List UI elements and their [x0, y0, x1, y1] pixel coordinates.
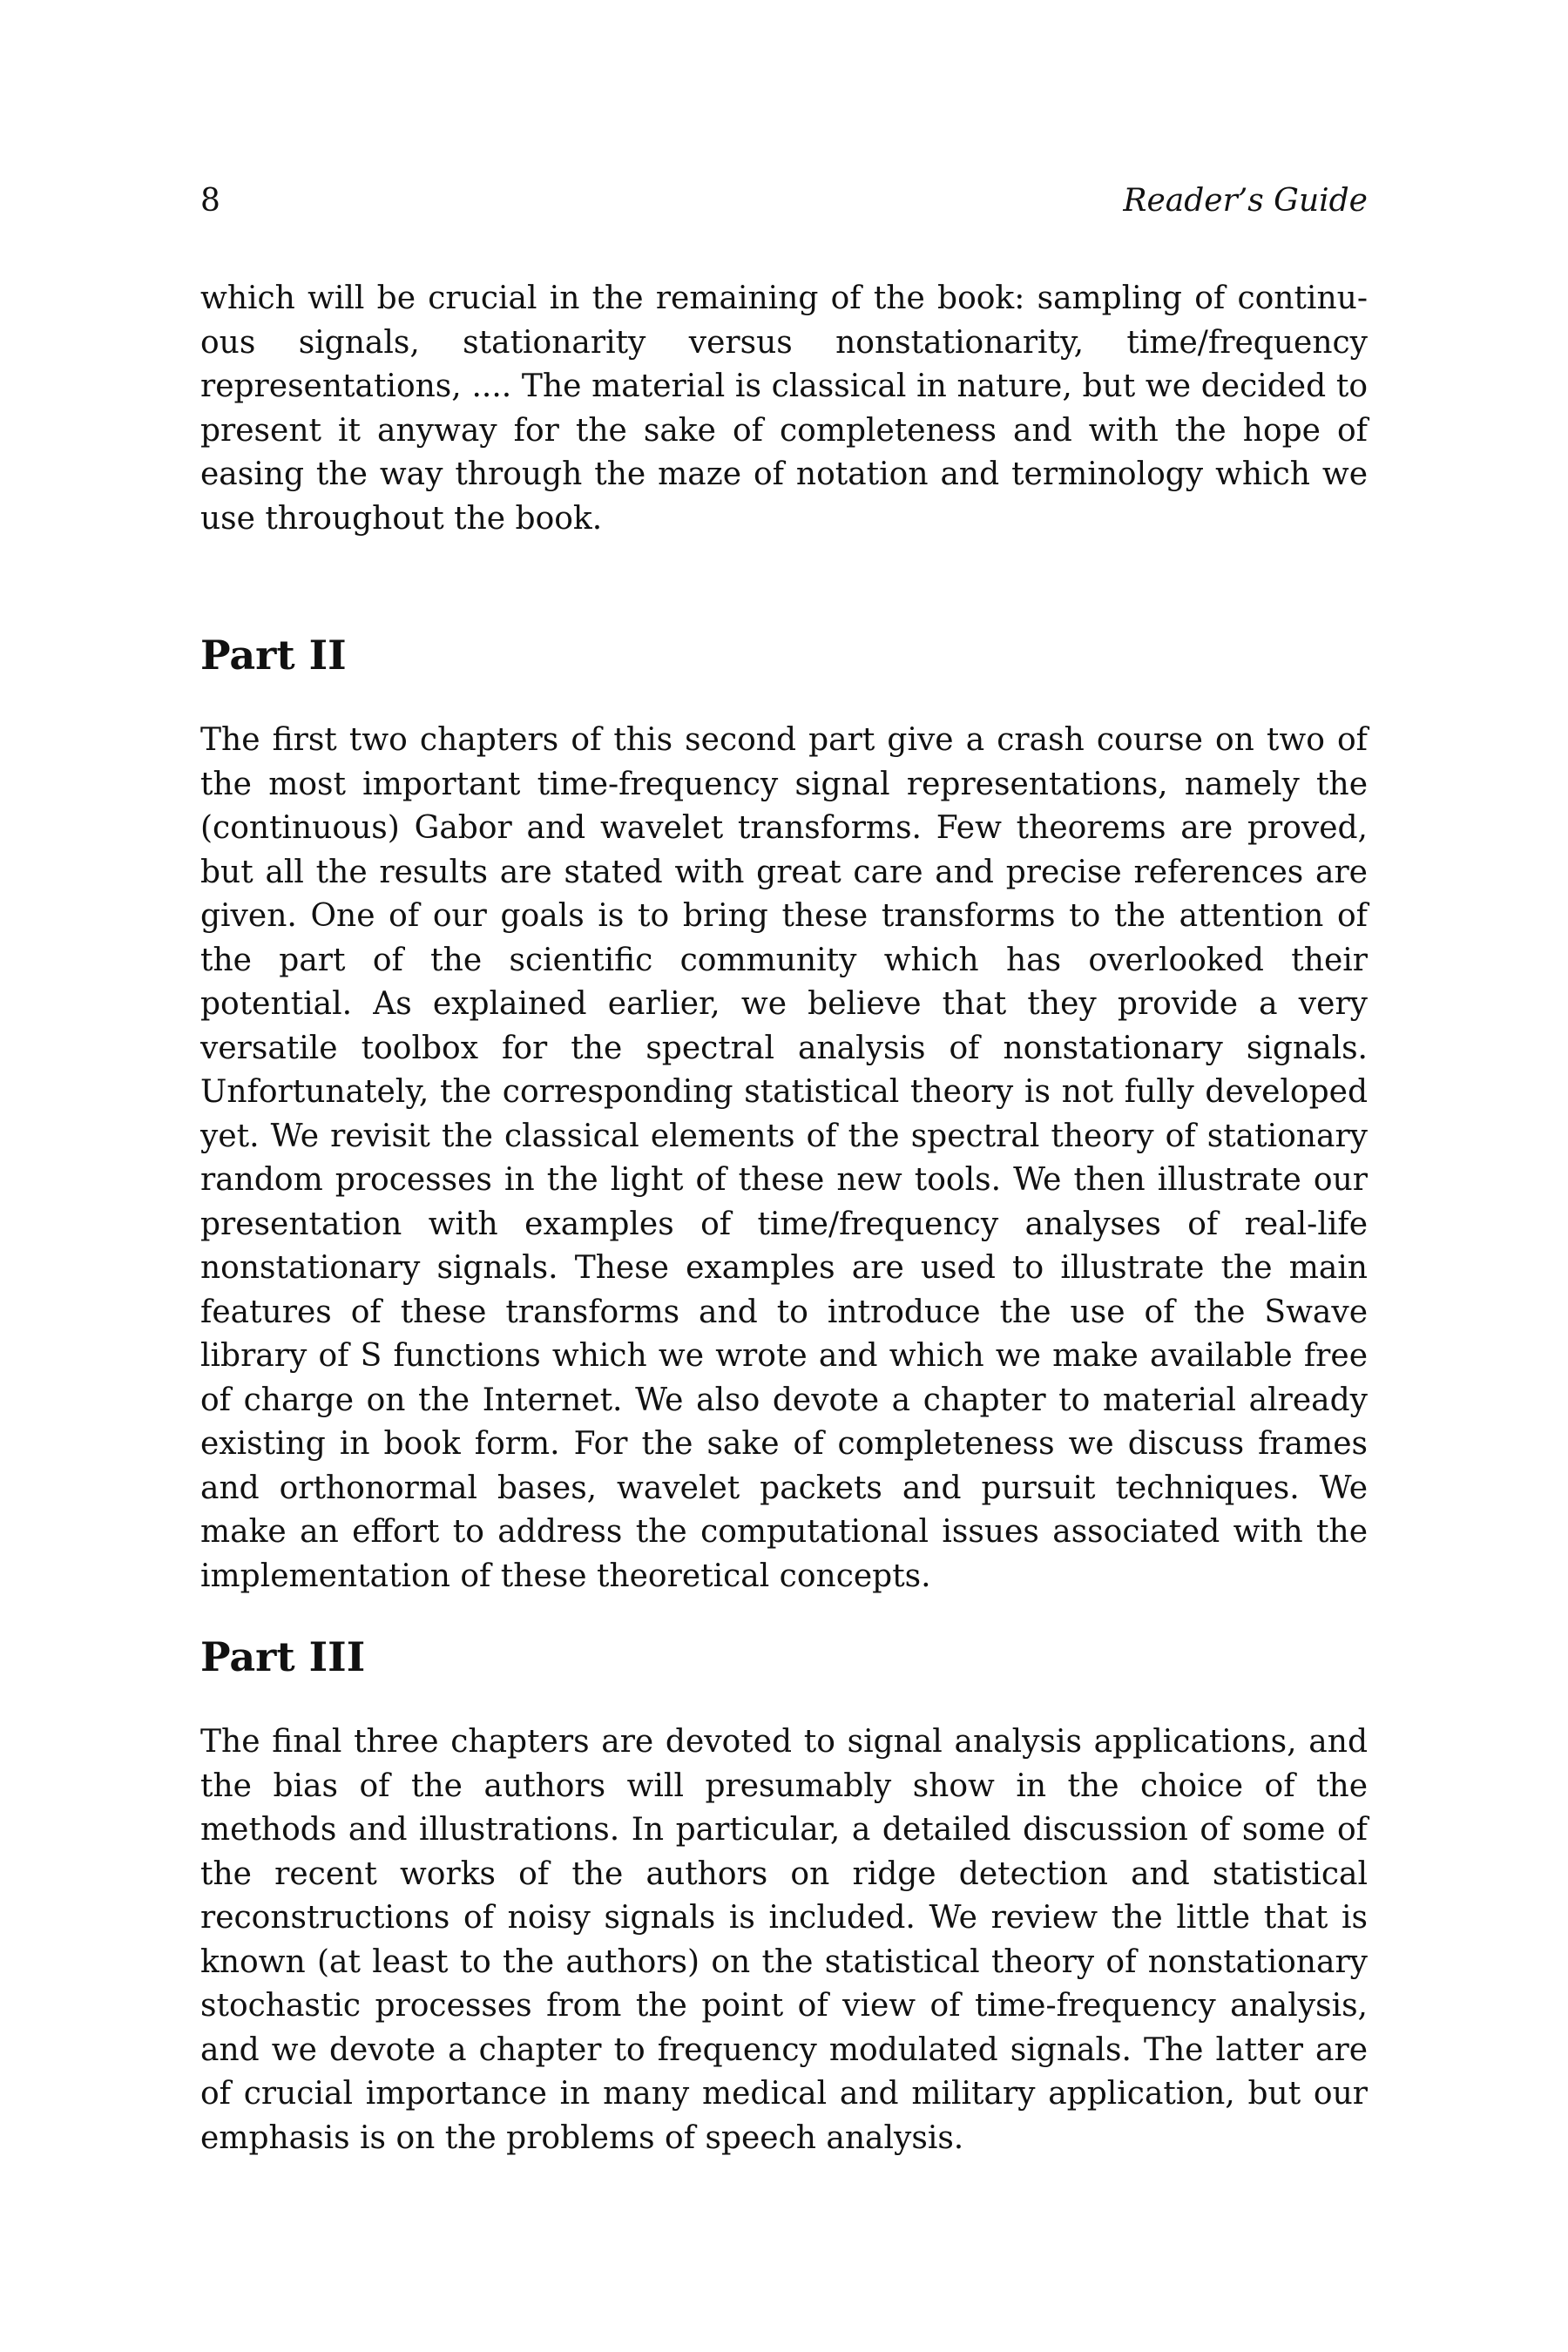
- part-ii-paragraph: The first two chapters of this second part give a crash course on two of the most important time-frequency signal representations, namely the (continuous) Gabor and wavelet transforms. Few theorems are proved, but all the results are stated with great care and precise references are given. One of our goals is to bring these transforms to the attention of the part of the scientific community which has overlooked their potential. As explained earlier, we believe that they provide a very versatile toolbox for the spectral analysis of nonstationary signals. Unfortunately, the corresponding statistical theory is not fully developed yet. We revisit the classical elements of the spectral theory of stationary random processes in the light of these new tools. We then illustrate our presentation with examples of time/frequency analyses of real-life nonstationary signals. These examples are used to illustrate the main features of these transforms and to introduce the use of the Swave library of S functions which we wrote and which we make available free of charge on the Internet. We also devote a chapter to material already existing in book form. For the sake of completeness we discuss frames and orthonormal bases, wavelet packets and pursuit techniques. We make an effort to address the computational issues associated with the implementation of these theoretical concepts.: [200, 722, 1368, 1594]
- intro-paragraph: which will be crucial in the remaining of the book: sampling of continuous signals, stationarity versus nonstationarity, time/frequency representations, .... The material is classical in nature, but we decided to present it anyway for the sake of completeness and with the hope of easing the way through the maze of notation and terminology which we use throughout the book.: [200, 280, 1368, 537]
- part-iii-heading: Part III: [200, 1633, 366, 1680]
- book-page: [200, 0, 1368, 2352]
- running-title: Reader’s Guide: [1123, 183, 1368, 219]
- part-iii-paragraph: The final three chapters are devoted to signal analysis applications, and the bias of the authors will presumably show in the choice of the methods and illustrations. In particular, a detailed discussion of some of the recent works of the authors on ridge detection and statistical reconstructions of noisy signals is included. We review the little that is known (at least to the authors) on the statistical theory of nonstationary stochastic processes from the point of view of time-frequency analysis, and we devote a chapter to frequency modulated signals. The latter are of crucial importance in many medical and military application, but our emphasis is on the problems of speech analysis.: [200, 1724, 1368, 2156]
- page-number: 8: [200, 183, 220, 219]
- part-ii-heading: Part II: [200, 632, 347, 679]
- running-head: [200, 183, 1368, 226]
